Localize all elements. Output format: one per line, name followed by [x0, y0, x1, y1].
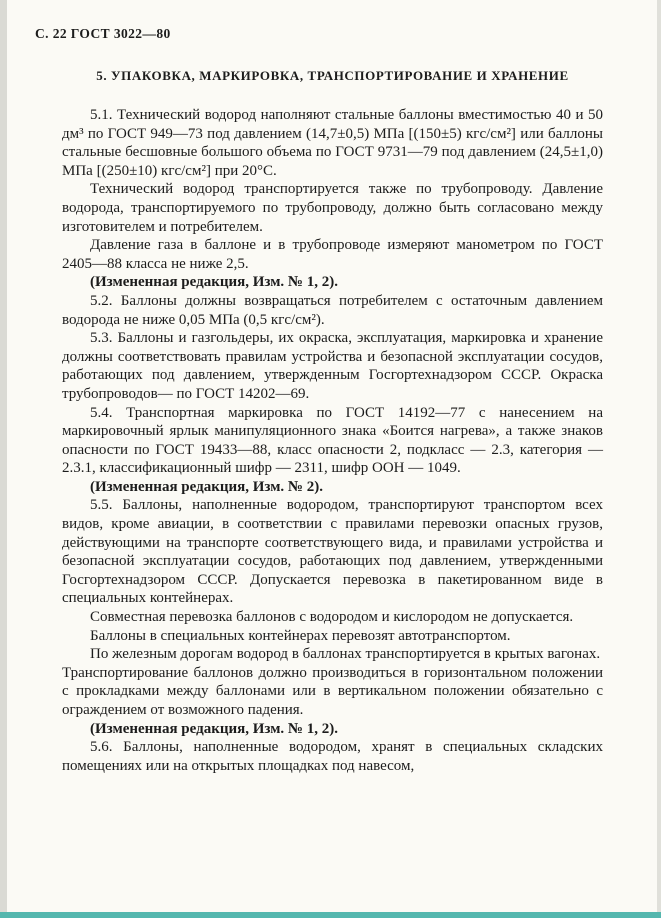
paragraph: Давление газа в баллоне и в трубопроводе измеряют манометром по ГОСТ 2405—88 класса не ниже 2,5.	[62, 237, 603, 272]
paragraph: Баллоны в специальных контейнерах перевозят автотранспортом.	[90, 627, 511, 644]
paragraph: Совместная перевозка баллонов с водородом и кислородом не допускается.	[90, 609, 574, 626]
paragraph: Транспортирование баллонов должно производиться в горизонтальном положении с прокладками между баллонами или в вертикальном положении обязательно с ограждением от возможного падения.	[62, 664, 603, 718]
paragraph: (Измененная редакция, Изм. № 1, 2).	[90, 720, 339, 737]
paragraph: 5.2. Баллоны должны возвращаться потребителем с остаточным давлением водорода не ниже 0,05 МПа (0,5 кгс/см²).	[62, 292, 603, 328]
page-header: С. 22 ГОСТ 3022—80	[35, 26, 171, 41]
paragraph: (Измененная редакция, Изм. № 2).	[90, 478, 324, 495]
paragraph: 5.4. Транспортная маркировка по ГОСТ 14192—77 с нанесением на маркировочный ярлык манипуляционного знака «Боится нагрева», а также знаков опасности по ГОСТ 19433—88, класс опасности 2, подкласс — 2.3, категория — 2.3.1, классификационный шифр — 2311, шифр ООН — 1049.	[62, 404, 603, 477]
paragraph: 5.3. Баллоны и газгольдеры, их окраска, эксплуатация, маркировка и хранение должны соответствовать правилам устройства и безопасной эксплуатации сосудов, работающих под давлением, утвержденным Госгортехнадзором СССР. Окраска трубопроводов— по ГОСТ 14202—69.	[62, 330, 603, 402]
paragraph: (Измененная редакция, Изм. № 1, 2).	[90, 274, 339, 291]
document-body	[62, 106, 603, 775]
paragraph: 5.6. Баллоны, наполненные водородом, хранят в специальных складских помещениях или на открытых площадках под навесом,	[62, 739, 603, 774]
paragraph: 5.5. Баллоны, наполненные водородом, транспортируют транспортом всех видов, кроме авиации, в соответствии с правилами перевозки опасных грузов, действующими на транспорте соответствующего вида, и правилами устройства и безопасной эксплуатации сосудов, работающих под давлением, утвержденными Госгортехнадзором СССР. Допускается перевозка в пакетированном виде в специальных контейнерах.	[62, 497, 603, 607]
paragraph: По железным дорогам водород в баллонах транспортируется в крытых вагонах.	[90, 646, 601, 663]
scan-bottom-strip	[0, 912, 661, 918]
section-title: 5. УПАКОВКА, МАРКИРОВКА, ТРАНСПОРТИРОВАНИЕ И ХРАНЕНИЕ	[96, 68, 569, 83]
paragraph: 5.1. Технический водород наполняют стальные баллоны вместимостью 40 и 50 дм³ по ГОСТ 949—73 под давлением (14,7±0,5) МПа [(150±5) кгс/см²] или баллоны стальные бесшовные большого объема по ГОСТ 9731—79 под давлением (24,5±1,0) МПа [(250±10) кгс/см²] при 20°С.	[62, 107, 603, 179]
paragraph: Технический водород транспортируется также по трубопроводу. Давление водорода, транспортируемого по трубопроводу, должно быть согласовано между изготовителем и потребителем.	[62, 181, 603, 235]
